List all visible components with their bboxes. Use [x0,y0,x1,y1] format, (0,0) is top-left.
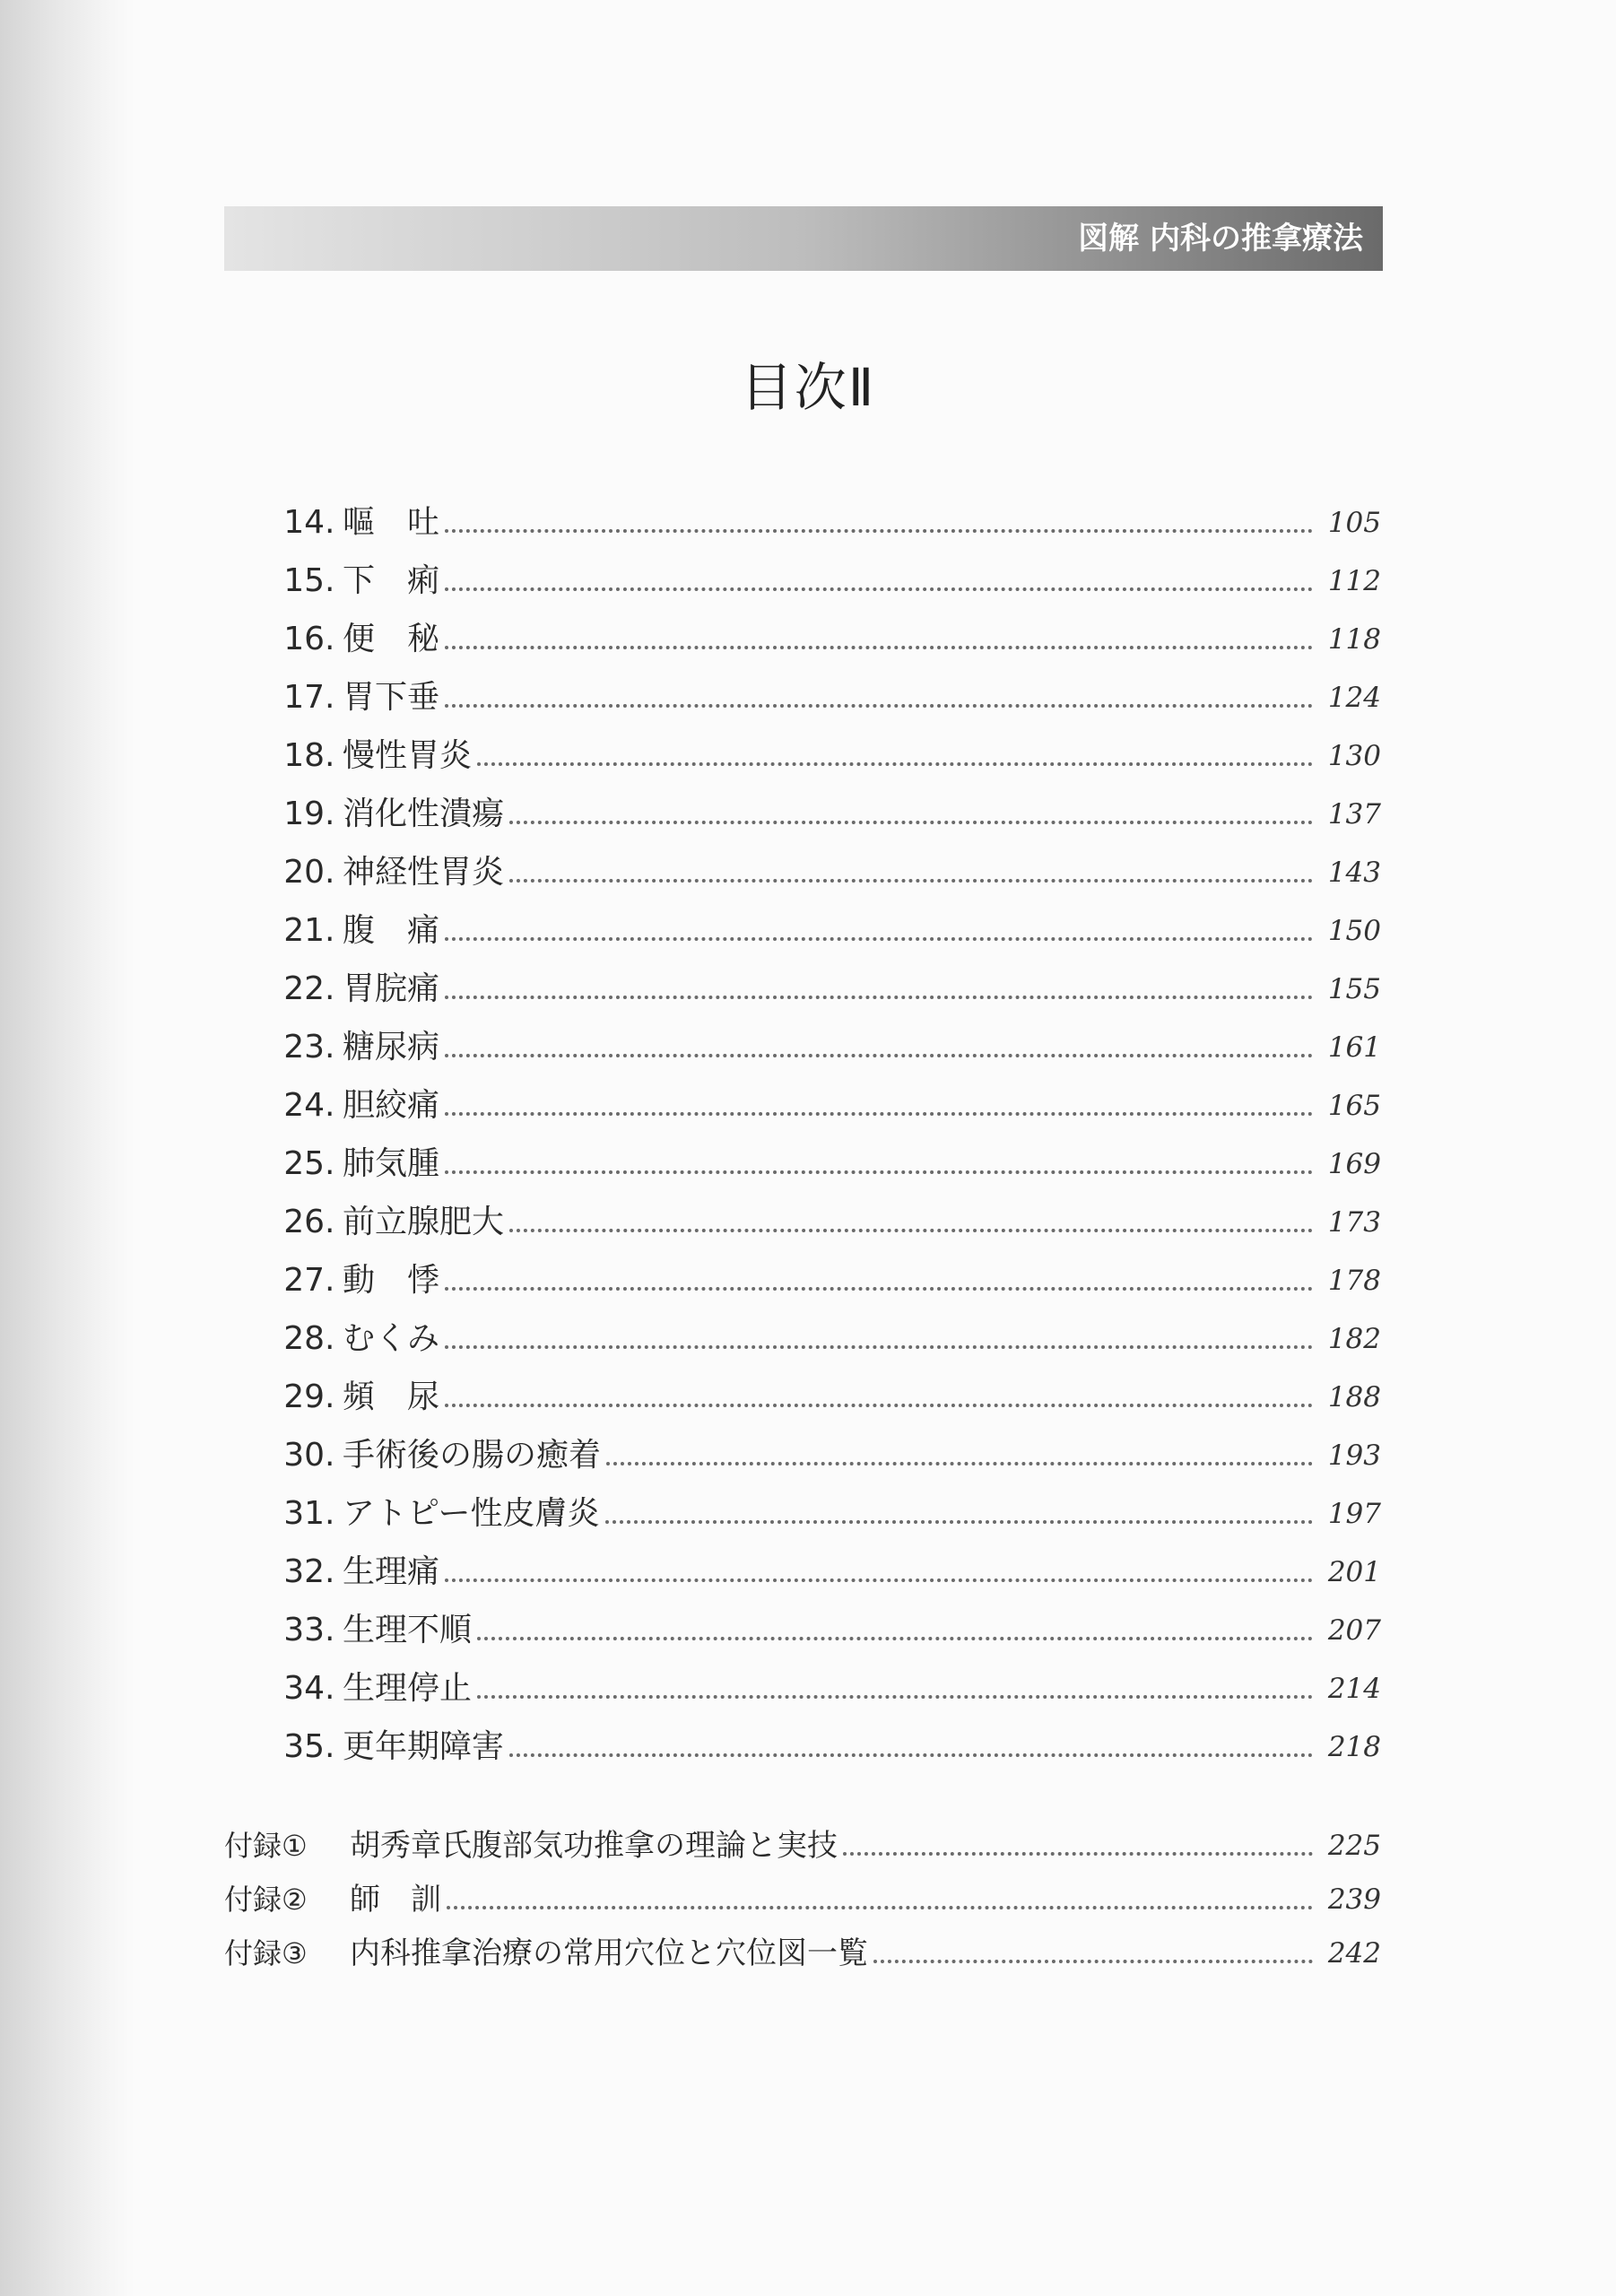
entry-number: 18 [283,737,325,774]
dot-leader [445,1112,1313,1116]
entry-title: 胆絞痛 [343,1087,440,1124]
entry-page: 214 [1327,1673,1381,1705]
appendix-label: 付録② [224,1883,308,1917]
entry-page: 201 [1327,1556,1381,1588]
appendix-page: 239 [1327,1883,1381,1916]
dot-leader [477,762,1313,766]
appendix-label: 付録③ [224,1936,308,1970]
dot-leader [445,996,1313,999]
entry-number: 24 [283,1087,325,1124]
entry-title: 生理痛 [343,1553,440,1590]
entry-title: 手術後の腸の癒着 [343,1437,602,1474]
entry-title: 糖尿病 [343,1029,440,1065]
entry-page: 188 [1327,1381,1381,1413]
appendix-title: 胡秀章氏腹部気功推拿の理論と実技 [350,1828,838,1864]
dot-leader [445,1170,1313,1174]
entry-page: 161 [1327,1031,1381,1064]
entry-title: 消化性潰瘍 [343,796,505,832]
appendix-label: 付録① [224,1829,308,1863]
entry-number: 16 [283,621,325,657]
dot-leader [509,879,1313,883]
entry-page: 178 [1327,1265,1381,1297]
entry-number: 31 [283,1495,325,1532]
dot-leader [445,704,1313,708]
entry-title: 動 悸 [343,1262,440,1299]
dot-leader [509,1753,1313,1757]
entry-title: 頻 尿 [343,1378,440,1415]
toc-entry[interactable]: 16 . 便 秘 118 [265,617,1381,662]
toc-entry[interactable]: 24 . 胆絞痛 165 [265,1083,1381,1128]
entry-title: アトピー性皮膚炎 [343,1495,600,1532]
entry-page: 155 [1327,973,1381,1005]
entry-page: 165 [1327,1090,1381,1122]
entry-page: 112 [1327,565,1381,597]
entry-page: 124 [1327,682,1381,714]
entry-page: 137 [1327,798,1381,831]
entry-title: 下 痢 [343,562,440,599]
toc-entry[interactable]: 21 . 腹 痛 150 [265,909,1381,953]
dot-leader [445,937,1313,941]
dot-leader [447,1906,1313,1909]
entry-number: 20 [283,854,325,891]
appendix-title: 内科推拿治療の常用穴位と穴位図一覧 [350,1935,868,1971]
entry-title: 胃脘痛 [343,970,440,1007]
entry-title: 胃下垂 [343,679,440,716]
dot-leader [843,1852,1313,1856]
toc-entry[interactable]: 30 . 手術後の腸の癒着 193 [265,1433,1381,1478]
dot-leader [445,1054,1313,1057]
toc-entry[interactable]: 28 . むくみ 182 [265,1317,1381,1361]
entry-title: 生理停止 [343,1670,473,1707]
dot-leader [445,529,1313,533]
entry-page: 143 [1327,857,1381,889]
toc-entry[interactable]: 31 . アトピー性皮膚炎 197 [265,1492,1381,1536]
toc-entry[interactable]: 32 . 生理痛 201 [265,1550,1381,1595]
toc-entry[interactable]: 17 . 胃下垂 124 [265,675,1381,720]
entry-number: 25 [283,1145,325,1182]
entry-page: 207 [1327,1614,1381,1647]
entry-number: 17 [283,679,325,716]
entry-title: 腹 痛 [343,912,440,949]
entry-title: 神経性胃炎 [343,854,505,891]
appendix-entry[interactable] [224,1931,1381,1976]
entry-page: 193 [1327,1439,1381,1472]
appendix-entry[interactable] [224,1823,1381,1868]
entry-page: 105 [1327,507,1381,539]
toc-entry[interactable]: 35 . 更年期障害 218 [265,1725,1381,1770]
dot-leader [445,1404,1313,1407]
page-title: 目次Ⅱ [740,357,876,418]
entry-title: むくみ [343,1320,440,1357]
toc-entry[interactable]: 26 . 前立腺肥大 173 [265,1200,1381,1245]
appendix-page: 225 [1327,1830,1381,1862]
dot-leader [445,1578,1313,1582]
entry-number: 30 [283,1437,325,1474]
toc-entry[interactable]: 20 . 神経性胃炎 143 [265,850,1381,895]
entry-number: 35 [283,1728,325,1765]
entry-number: 14 [283,504,325,541]
entry-number: 28 [283,1320,325,1357]
toc-entry[interactable]: 22 . 胃脘痛 155 [265,967,1381,1012]
toc-entry[interactable]: 19 . 消化性潰瘍 137 [265,792,1381,837]
entry-page: 197 [1327,1498,1381,1530]
dot-leader [509,1229,1313,1232]
entry-title: 肺気腫 [343,1145,440,1182]
entry-number: 34 [283,1670,325,1707]
entry-page: 150 [1327,915,1381,947]
entry-page: 169 [1327,1148,1381,1180]
entry-title: 便 秘 [343,621,440,657]
toc-entry[interactable]: 15 . 下 痢 112 [265,559,1381,604]
entry-page: 130 [1327,740,1381,772]
entry-number: 33 [283,1612,325,1648]
entry-number: 15 [283,562,325,599]
entry-page: 182 [1327,1323,1381,1355]
appendix-entry[interactable] [224,1877,1381,1922]
entry-title: 嘔 吐 [343,504,440,541]
dot-leader [445,1287,1313,1291]
dot-leader [445,1345,1313,1349]
toc-entry[interactable]: 25 . 肺気腫 169 [265,1142,1381,1187]
entry-number: 27 [283,1262,325,1299]
dot-leader [477,1695,1313,1699]
entry-number: 32 [283,1553,325,1590]
entry-number: 22 [283,970,325,1007]
dot-leader [606,1462,1313,1465]
entry-page: 218 [1327,1731,1381,1763]
dot-leader [509,821,1313,824]
entry-number: 19 [283,796,325,832]
entry-title: 生理不順 [343,1612,473,1648]
entry-number: 26 [283,1204,325,1240]
dot-leader [477,1637,1313,1640]
book-title: 図解 内科の推拿療法 [1078,221,1363,257]
entry-title: 慢性胃炎 [343,737,473,774]
dot-leader [445,646,1313,649]
toc-entry[interactable]: 27 . 動 悸 178 [265,1258,1381,1303]
toc-entry[interactable]: 29 . 頻 尿 188 [265,1375,1381,1420]
entry-page: 118 [1327,623,1381,656]
toc-entry[interactable]: 23 . 糖尿病 161 [265,1025,1381,1070]
toc-entry[interactable]: 34 . 生理停止 214 [265,1666,1381,1711]
entry-page: 173 [1327,1206,1381,1239]
dot-leader [445,587,1313,591]
entry-title: 更年期障害 [343,1728,505,1765]
entry-number: 23 [283,1029,325,1065]
toc-entry[interactable]: 14 . 嘔 吐 105 [265,500,1381,545]
toc-entry[interactable]: 18 . 慢性胃炎 130 [265,734,1381,778]
entry-title: 前立腺肥大 [343,1204,505,1240]
appendix-title: 師 訓 [350,1882,441,1918]
dot-leader [605,1520,1313,1524]
entry-number: 21 [283,912,325,949]
toc-entry[interactable]: 33 . 生理不順 207 [265,1608,1381,1653]
entry-number: 29 [283,1378,325,1415]
dot-leader [873,1960,1313,1963]
appendix-page: 242 [1327,1937,1381,1970]
